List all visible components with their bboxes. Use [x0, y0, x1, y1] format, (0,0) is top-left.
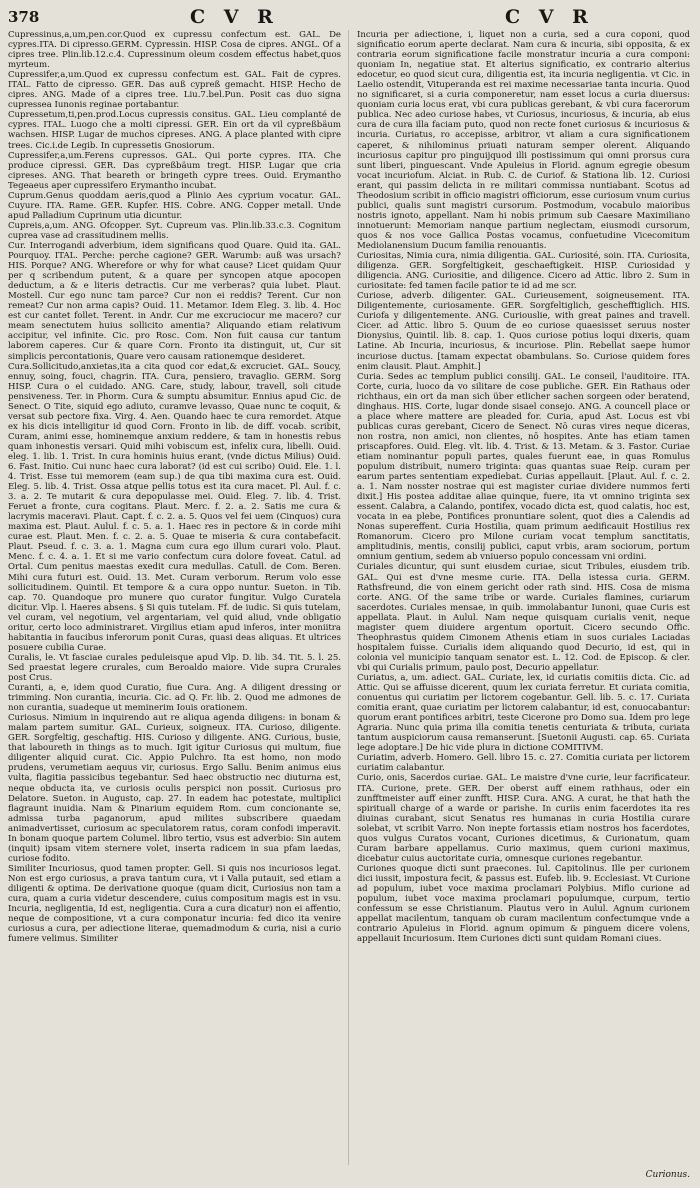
entry-cur: Cur. Interrogandi adverbium, idem significans quod Quare. Quid ita. GAL. Pourquoy. ITAL. Perche: perche cagione? GER. Warumb: auß was ursach? HIS. Porque? ANG. Wherefore or why for what cause? Licet quidam Quur per q scribendum putent, & a quare per syncopen atque apocopen deductum, a & e literis detractis. Cur me verberas? quia lubet. Plaut. Mostell. Cur ego nunc tam parce? Cur non ei reddis? Terent. Cur non remeat? Cur non arma capis? Ouid. 11. Metamor. Idem Eleg. 3. lib. 4. Hoc est cur cantet follet. Terent. in Andr. Cur me excruciocur me macero? cur meam senectutem huius sollicito amentia? Aliquando etiam relativum accipitur, vel infinite. Cic. pro Rosc. Com. Non fuit causa cur tantum laborem caperes. Cur & quare Corn. Fronto ita distinguit, ut, Cur sit simplicis percontationis, Quare vero causam rationemque desideret. — [8, 240, 341, 362]
catchword: Curionus. — [645, 1170, 690, 1180]
entry-incuriosus: Similiter Incuriosus, quod tamen propter. Gell. Si quis nos incuriosos legat. Non est ergo curiosus, a prava tantum cura, vt i Valla putauit, sed etiam a diligenti & optima. De derivatione quoque (quam dicit, Curiosius non tam a cura, quam a curia videtur descendere, cuius compositum magis est in vsu. Incuria, negligentia, Id est, negligentia. Cura a cura dicatur) non ei affentio, neque de compositione, vt a cura componatur incuria: fed dico ita venire curiosus a cura, per adiectione literae, quemadmodum & curia, nisi a curio fumere velimus. Similiter — [8, 863, 341, 945]
entry-curalis: Curalis, le. Vt fasciae curales peduleisque apud Vlp. D. lib. 34. Tit. 5. l. 25. Sed praestat legere crurales, cum Beroaldo maiore. Vide supra Crurales post Crus. — [8, 652, 341, 683]
entry-incuria: Incuria per adiectione, i, liquet non a curia, sed a cura coponi, quod significatio eorum aperte declarat. Nam cura & incuria, sibi opposita, & ex contraria eorum significatione facile monstratur incuria a cura componi: quoniam In, negatiue stat. Et alterius significatio, ex contrario alterius edocetur, eo quod sicut cura, diligentia est, ita incuria negligentia. vt Cic. in Laelio ostendit, Vituperanda est rei maxime necessariae tanta incuria. Quod no significaret, si a curia componeretur, nam esset locus a curia diuersus: quoniam curia locus erat, vbi cura publicas gerebant, & vbi cura facerorum publica. Nec adeo curiose habes, vt Curiosus, incuriosus, & incuria, ab eius cura de cura illa faciam puto, quod non recte fonet curiosus & incuriosus & incuria. Curiatus, ro accepisse, arbitror, vt aliam a cura significationem caperet, & nihilominus priuati naturam semper olerent. Aliquando incuriosus capitur pro pinguijquod illi postissimum qui omni prorsus cura sunt liberi, pinguescant. Vnde Apuleius in Florid. agnum egregie obesum vocat incuriofum. Alciat. in Rub. C. de Curiof. & Stationa lib. 12. Curiosi erant, qui passim delicta in re militari commissa nuntiabant. Scotus ad Theodosium scribit in officio magistri officiorum, esse curiosum vnum curius publici, qualis sunt magistri cursorum. Postmodum, vocabulo maioribus nostris ignoto, appellant. Nam hi nobis primum sub Caesare Maximiliano innotuerunt: Memoriam nanque partium neglectam, eiusmodi cursorum, quos & nos voce Gallica Postas vocamus, confuetudine Vicecomitum Mediolanensium Ducum familia renouantis. — [357, 30, 690, 251]
entry-curiales: Curiales dicuntur, qui sunt eiusdem curiae, sicut Tribules, eiusdem trib. GAL. Qui est d'vne mesme curie. ITA. Della istessa curia. GERM. Rathsfreund, die von einem gericht oder rath sind. HIS. Cosa de misma corte. ANG. Of the same tribe or warde. Curiales flamines, curiarum sacerdotes. Curiales mensae, in quib. immolabantur Iunoni, quae Curis est appellata. Plaut. in Aulul. Nam neque quisquam curialis venit, neque magister quem diuidere argentum oportuit. Cicero secundo Offic. Theophrastus quidem Cimonem Athenis etiam in suos curiales Laciadas hospitalem fuisse. Curialis idem aliquando quod Decurio, id est, qui in colonia vel municipio tanquam senator est. L. 12. Cod. de Episcop. & cler. vbi qui Curialis primum, paulo post, Decurio appellatur. — [357, 562, 690, 673]
entry-curiones: Curiones quoque dicti sunt praecones. Iul. Capitolinus. Ille per curionem dici iussit, impostura fecit, & passus est. Eufeb. lib. 9. Ecclesiast. Vt Curione ad populum, iubet voce maxima proclamari Polybius. Miflo curione ad populum, iubet voce maxima proclamari populumque, curpum, tertio confessum se esse Christianum. Plautus vero in Aulul. Agnum curionem appellat macilentum, tanquam ob curam macilentum confectumque vnde a contrario Apuleius in Florid. agnum opimum & pinguem dicere volens, appellauit Incuriosum. Item Curiones dicti sunt quidam Romani ciues. — [357, 863, 690, 945]
entry-curia: Curia. Sedes ac templum publici consilij. GAL. Le conseil, l'auditoire. ITA. Corte, curia, luoco da vo silitare de cose publiche. GER. Ein Rathaus oder richthaus, ein ort da man sich über etlicher sachen sorgeen oder beratend, dinghaus. HIS. Corte, lugar donde sisael consejo. ANG. A councell place or a place where mattere are pleaded for. Curia, apud Ast. Locus est vbi publicas curas gerebant, Cicero de Senect. Nō curas vires neque diceras, non rostra, non amici, non clientes, nō hospites. Ante has etiam tamen priscapfores. Ouid. Eleg. vlt. lib. 4. Trist. & 13. Metam. & 3. Fastor. Curiae etiam nominantur populi partes, quales fuerunt eae, in quas Romulus populum distribuit, numero triginta: quas quantas suae Reip. curam per earum partes sententiam expediebat. Curias appellauit. [Plaut. Aul. f. c. 2. a. 1. Nam nosster nostrae qui est magister curiae dividere nummos ferti dixit.] His postea additae aliae quinque, fuere, ita vt omnino triginta sex essent. Calabra, a Calando, pontifex, vocado dicta est, quod calatis, hoc est, vocata in ea plebe, Pontifices pronuntiare solent, quot dies a Calendis ad Nonas supereffent. Curia Hostilia, quam primum aedificauit Hostilius rex Romanorum. Cicero pro Milone curiam vocat templum sanctitatis, amplitudinis, mentis, consilij publici, caput vrbis, aram sociorum, portum omnium gentium, sedem ab vniuerso populo concessam vni ordini. — [357, 371, 690, 563]
entry-curio: Curio, onis, Sacerdos curiae. GAL. Le maistre d'vne curie, leur facrificateur. ITA. Curione, prete. GER. Der oberst auff einem rathhaus, oder ein zunfftmeister auff einer zunfft. HISP. Cura. ANG. A curat, he that hath the spirituall charge of a warde or parishe. In curiis enim facerdotes ita res diuinas curabant, sicut Senatus res humanas in curia Hostilia curare solebat, vt scribit Varro. Non inepte fortassis etiam nostros hos facerdotes, quos vulgus Curatos vocant, Curiones dicetimus, & Curionatum, quam Curam barbare appellamus. Curio maximus, quem curioni maximus, dicebatur cuius auctoritate curia, omnesque curiones regebantur. — [357, 773, 690, 864]
entry-cupresseus: Cupressifer,a,um.Quod ex cupressu confectum est. GAL. Fait de cypres. ITAL. Fatto de cipresso. GER. Das auß cypreß gemacht. HISP. Hecho de cipres. ANG. Made of a cipres tree. Liu.7.bel.Pun. Posit cas duo signa cupressea Iunonis reginae portabantur. — [8, 70, 341, 111]
right-column — [357, 30, 690, 1165]
entry-cupressetum: Cupressetum,ti,pen.prod.Locus cupressis consitus. GAL. Lieu complanté de cypres. ITAL. Luogo che a molti cipressi. GER. Ein ort da vil cypreßbäum wachsen. HISP. Lugar de muchos cipreses. ANG. A place planted with cipre trees. Cic.i.de Legib. In cupressetis Gnosiorum. — [8, 110, 341, 151]
entry-curiosus: Curiosus. Nimium in inquirendo aut re aliqua agenda diligens: in bonam & malam partem sumitur. GAL. Curieux, soigneux. ITA. Curioso, diligente. GER. Sorgfeltig, geschaftig. HIS. Curioso y diligente. ANG. Curious, busie, that laboureth in things as to much. Igit igitur Curiosus qui multum, fiue diligenter aliquid curat. Cic. Appio Pulchro. Ita est homo, non modo prudens, verumetiam aequus vir, curiosus. Ergo Sallu. Benim animus eius vulta, flagitia passicibus tegebantur. Sed haec obstructio nec diuturna est, neque obducta ita, ve curiosis oculis perspici non possit. Curiosus pro Delatore. Sueton. in Augusto, cap. 27. In eadem hac potestate, multiplici flagraunt inuidia. Nam & Pinarium equidem Rom. cum concionante se, admissa turba paganorum, apud milites subscribere quaedam animadvertisset, curiosum ac speculatorem ratus, coram confodi imperavit. In bonam quoque partem Columel. libro tertio, vsus est adverbio: Sin autem (inquit) ipsam vitem sternere volet, inserta radicem in sua pfam laedas, curiose fodito. — [8, 713, 341, 864]
running-head-left: C V R — [190, 6, 279, 28]
entry-cupressinus: Cupressinus,a,um,pen.cor.Quod ex cupressu confectum est. GAL. De cypres.ITA. Di cipresso.GERM. Cypressin. HISP. Cosa de cipres. ANGL. Of a cipres tree. Plin.lib.12.c.4. Cupressinum oleum cosdem effectus habet,quos myrteum. — [8, 30, 341, 71]
entry-cupressifer: Cupressifer,a,um.Ferens cupressos. GAL. Qui porte cypres. ITA. Che produce cipressi. GER. Das cypreßbäum tregt. HISP. Lugar que cria cipreses. ANG. That beareth or bringeth cypre trees. Ouid. Erymantho Tegeaeus aper cupressifero Erymantho incubat. — [8, 150, 341, 191]
page-number: 378 — [8, 8, 40, 26]
entry-cuprum: Cuprum.Genus quoddam aeris,quod a Plinio Aes cyprium vocatur. GAL. Cuyure. ITA. Rame. GER. Kupfer. HIS. Cobre. ANG. Copper metall. Unde apud Palladium Cuprinum utia dicuntur. — [8, 190, 341, 221]
running-head-right: C V R — [505, 6, 594, 28]
entry-cura: Cura.Sollicitudo,anxietas,ita a cita quod cor edat,& excruciet. GAL. Soucy, ennuy, soing, fouci, chagrin. ITA. Cura, pensiero, travaglio. GERM. Sorg HISP. Cura o el cuidado. ANG. Care, study, labour, travell, soli citude pensiveness. Ter. in Phorm. Cura & sumptu absumitur. Ennius apud Cic. de Senect. O Tite, siquid ego adiuto, curamve levasso, Quae nunc te coquit, & versat sub pectore fixa. Virg. 4. Aen. Quando haec te cura remordet. Atque ex his dicis intelligitur id quod Corn. Fronto in lib. de diff. vocab. scribit, Curam, animi esse, hominemque anxium reddere, & tam in honestis rebus quam inhonestis versari. Quid mihi vobiscum est, infelix cura, libelli. Ouid. eleg. 1. lib. 1. Trist. In cura hominis huius erant, (vnde dictus Milius) Ouid. 6. Fast. Initio. Cui nunc haec cura laborat? (id est cui scribo) Ouid. Ele. 1. l. 4. Trist. Esse tui memorem (eam sup.) de qua tibi maxima cura est. Ouid. Eleg. 5. lib. 4. Trist. Ossa atque pellis totus est ita cura macet. Pl. Aul. f. c. 3. a. 2. Te mutarit & cura depopulasse mei. Ouid. Eleg. 7. lib. 4. Trist. Feruet a fronte, cura cogitans. Plaut. Merc. f. 2. a. 2. Satis me cura & lacrymis maceravi. Plaut. Capt. f. c. 2. a. 5. Quos vel fei uem (Cinquos) cura maxima est. Plaut. Aulul. f. c. 5. a. 1. Haec res in pectore & in corde mihi curae est. Plaut. Men. f. c. 2. a. 5. Quae te miseria & cura contabefacit. Plaut. Pseud. f. c. 3. a. 1. Magna cum cura ego illum curari volo. Plaut. Menc. f. c. 4. a. 1. Et si me vario confectum cura dolore foveat. Catul. ad Ortal. Cum penitus maestas exedit cura medullas. Catull. de Com. Beren. Mihi cura futuri est. Ouid. 13. Met. Curam verborum. Rerum volo esse sollicitudinem. Quintil. Et tempore & a cura oppo nuntur. Sueton. in Tib. cap. 70. Quandoque pro munere quo curator fungitur. Vulgo Curatela dicitur. Vlp. l. Haeres absens. § Si quis tutelam. Ff. de iudic. Si quis tutelam, vel curam, vel negotium, vel argentariam, vel quid aliud, vnde obligatio oritur, certo loco administraret. Virgilius etiam apud inferos, inter moniitra habitantia in faucibus inferorum ponit Curas, quasi deas aliquas. Et ultrices posuere cubilia Curae. — [8, 361, 341, 653]
entry-curiositas: Curiositas, Nimia cura, nimia diligentia. GAL. Curiosité, soin. ITA. Curiosita, diligenza. GER. Sorgfeltigkeit, geschaeftigkeit. HISP. Curiosidad y diligencia. ANG. Curiositie, and diligence. Cicero ad Attic. libro 2. Sum in curiositate: fed tamen facile patior te id ad me scr. — [357, 251, 690, 292]
left-column — [8, 30, 341, 1165]
entry-curiatus: Curiatus, a, um. adiect. GAL. Curiate, lex, id curiatis comitiis dicta. Cic. ad Attic. Qui se affuisse dicerent, quum lex curiata ferretur. Et curiata comitia, conuentus qui curiatim per lictorem cogebantur. Gell. lib. 5. c. 17. Curiata comitia erant, quae curiatim per lictorem calabantur, id est, conuocabantur: quorum erant pontifices arbitri, teste Cicerone pro Domo sua. Idem pro lege Agraria. Nunc quia prima illa comitia tenetis centuriata & tributa, curiata tantum auspiciorum causa remanserunt. [Suetonii Augusti. cap. 65. Curiata lege adoptare.] De hic vide plura in dictione COMITIVM. — [357, 673, 690, 754]
running-head — [0, 6, 700, 28]
entry-curiose: Curiose, adverb. diligenter. GAL. Curieusement, soigneusement. ITA. Diligentemente, curiosamente. GER. Sorgfeltiglich, geschefftiglich. HIS. Curiofa y diligentemente. ANG. Curiouslie, with great paines and travell. Cicer. ad Attic. libro 5. Quum de eo curiose quaesisset seruus noster Dionysius, Quintil. lib. 8. cap. 1. Quos curiose potius loqui dixeris, quam Latine. Ab Incuria, incuriosus, & incuriose. Plin. Rebellat saepe humor incuriose ductus. [tamam expectat obambulans. So. Curiose quidem fores enim clausit. Plaut. Amphit.] — [357, 291, 690, 372]
entry-curantia: Curanti, a, e, idem quod Curatio, fiue Cura. Ang. A diligent dressing or trimming. Non curantia, incuria. Cic. ad Q. Fr. lib. 2. Quod me admones de non curantia, suadeque ut meminerim Iouis orationem. — [8, 683, 341, 714]
entry-cupreus: Cupreis,a,um. ANG. Ofcopper. Syt. Cupreum vas. Plin.lib.33.c.3. Cognitum cuprea vase ad crassitudinem mellis. — [8, 220, 341, 241]
entry-curiatim: Curiatim, adverb. Homero. Gell. libro 15. c. 27. Comitia curiata per lictorem curiatim calabantur. — [357, 753, 690, 774]
column-divider — [348, 30, 349, 1165]
